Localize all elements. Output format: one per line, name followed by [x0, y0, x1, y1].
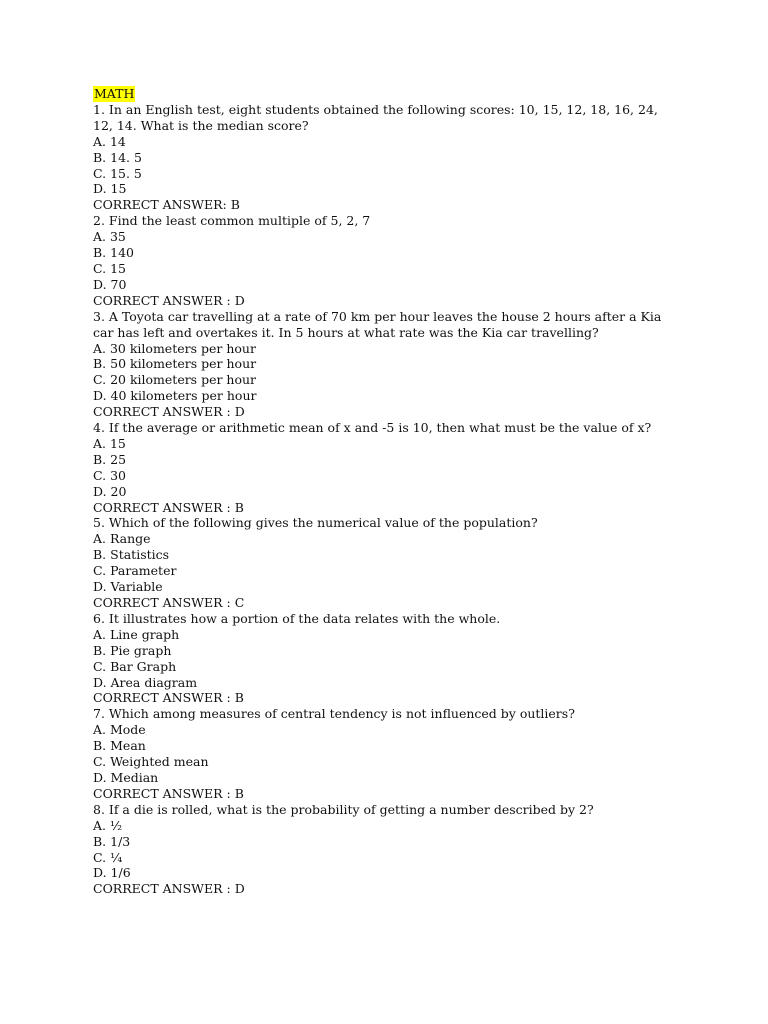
- answer-option: B. 140: [93, 245, 134, 261]
- page-heading: MATH: [94, 86, 135, 101]
- answer-option: D. 1/6: [93, 865, 131, 881]
- question-block: [93, 102, 693, 213]
- question-block: [93, 515, 693, 610]
- answer-option: B. 14. 5: [93, 149, 142, 165]
- answer-option: B. 25: [93, 451, 127, 467]
- correct-answer: CORRECT ANSWER : C: [93, 595, 245, 610]
- answer-option: B. 50 kilometers per hour: [93, 356, 257, 372]
- question-text: 5. Which of the following gives the numerical value of the population?: [93, 515, 538, 531]
- answer-option: B. Mean: [93, 738, 146, 754]
- answer-option: C. 15: [93, 260, 126, 276]
- question-text: 3. A Toyota car travelling at a rate of 70 km per hour leaves the house 2 hours after a Kia car has left and overtakes it. In 5 hours at what rate was the Kia car travelling?: [93, 308, 662, 340]
- answer-option: D. Median: [93, 769, 159, 785]
- answer-option: A. 30 kilometers per hour: [93, 340, 256, 356]
- question-text: 8. If a die is rolled, what is the probability of getting a number described by 2?: [93, 801, 594, 817]
- document-page: [93, 86, 693, 897]
- answer-option: A. Line graph: [93, 626, 180, 642]
- answer-option: C. Weighted mean: [93, 754, 209, 770]
- answer-option: C. Bar Graph: [93, 658, 177, 674]
- question-block: [93, 706, 693, 801]
- answer-option: A. 35: [93, 229, 126, 245]
- answer-option: A. 14: [93, 133, 126, 149]
- answer-option: B. 1/3: [93, 833, 131, 849]
- answer-option: D. 15: [93, 181, 127, 197]
- answer-option: B. Statistics: [93, 547, 170, 563]
- question-text: 2. Find the least common multiple of 5, 2, 7: [93, 213, 371, 229]
- question-text: 1. In an English test, eight students obtained the following scores: 10, 15, 12, 18, 16, 24, 12, 14. What is the median score?: [93, 101, 658, 133]
- answer-option: B. Pie graph: [93, 642, 172, 658]
- answer-option: A. ½: [93, 817, 123, 833]
- answer-option: D. 70: [93, 276, 127, 292]
- correct-answer: CORRECT ANSWER : D: [93, 292, 245, 308]
- answer-option: D. Area diagram: [93, 674, 198, 690]
- answer-option: C. 15. 5: [93, 165, 142, 181]
- answer-option: D. 40 kilometers per hour: [93, 388, 257, 404]
- question-text: 6. It illustrates how a portion of the data relates with the whole.: [93, 610, 501, 626]
- correct-answer: CORRECT ANSWER : D: [93, 881, 245, 897]
- answer-option: D. 20: [93, 483, 127, 499]
- answer-option: A. Mode: [93, 722, 146, 738]
- correct-answer: CORRECT ANSWER : D: [93, 404, 245, 420]
- question-list: [93, 102, 693, 897]
- answer-option: C. 30: [93, 467, 126, 483]
- answer-option: A. Range: [93, 531, 151, 547]
- correct-answer: CORRECT ANSWER: B: [93, 197, 240, 213]
- answer-option: D. Variable: [93, 579, 163, 595]
- question-block: [93, 309, 693, 420]
- answer-option: C. 20 kilometers per hour: [93, 372, 257, 388]
- answer-option: A. 15: [93, 435, 126, 451]
- answer-option: C. Parameter: [93, 563, 177, 579]
- question-text: 7. Which among measures of central tendency is not influenced by outliers?: [93, 706, 575, 722]
- question-block: [93, 611, 693, 706]
- heading-line: [93, 86, 693, 102]
- question-block: [93, 802, 693, 897]
- question-text: 4. If the average or arithmetic mean of x and -5 is 10, then what must be the value of x?: [93, 420, 652, 436]
- correct-answer: CORRECT ANSWER : B: [93, 785, 244, 801]
- question-block: [93, 420, 693, 515]
- correct-answer: CORRECT ANSWER : B: [93, 499, 244, 515]
- correct-answer: CORRECT ANSWER : B: [93, 690, 244, 706]
- answer-option: C. ¼: [93, 849, 123, 865]
- question-block: [93, 213, 693, 308]
